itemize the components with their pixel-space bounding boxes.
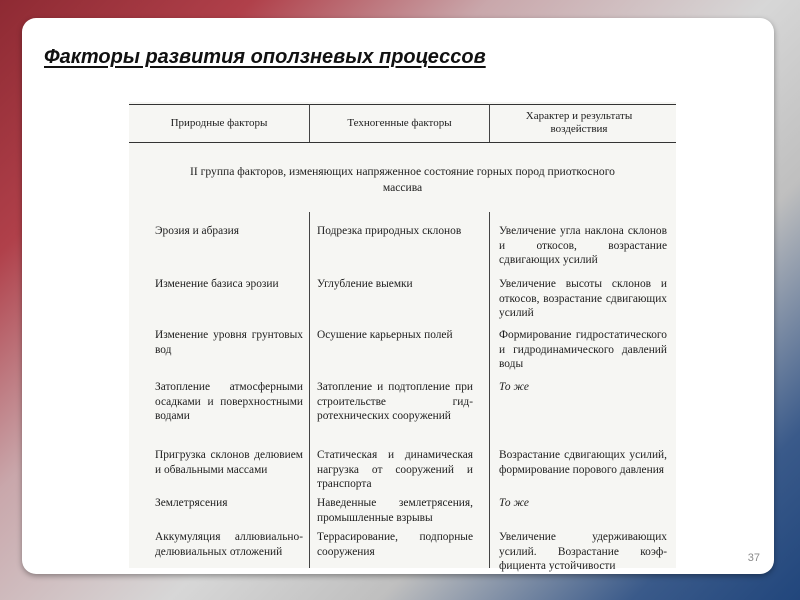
table-scan (129, 102, 676, 572)
cell-natural: Эрозия и абразия (155, 225, 239, 237)
column-divider-2 (489, 212, 490, 568)
slide (22, 18, 774, 574)
page-number: 37 (747, 552, 760, 564)
table-header-rule (129, 142, 676, 143)
cell-natural: Изменение базиса эрозии (155, 278, 279, 290)
cell-effect: Формирование гидростатического и гидродинамического давлений воды (499, 329, 667, 370)
slide-title: Факторы развития оползневых процессов (44, 46, 486, 68)
cell-technogenic: Статическая и динамическая нагрузка от сооружений и транспорта (317, 449, 473, 490)
column-divider-1 (309, 212, 310, 568)
cell-technogenic: Наведенные землетрясения, промышленные взрывы (317, 497, 473, 524)
header-natural: Природные факторы (170, 116, 268, 129)
cell-technogenic: Подрезка природных склонов (317, 225, 462, 237)
header-divider-2 (489, 104, 490, 142)
cell-technogenic: Затопление и подтопление при строительстве гидротехнических сооружений (317, 381, 473, 422)
cell-natural: Землетрясения (155, 497, 228, 509)
cell-natural: Затопление атмосферными осадками и поверхностными водами (155, 381, 303, 422)
group-title: II группа факторов, изменяющих напряженное состояние горных пород приоткосного массива (190, 165, 615, 194)
cell-effect: Увеличение высоты склонов и откосов, возрастание сдвигающих усилий (499, 278, 667, 319)
table-top-rule (129, 104, 676, 105)
cell-technogenic: Террасирование, подпорные сооружения (317, 531, 473, 558)
cell-natural: Аккумуляция аллювиально-делювиальных отложений (155, 531, 303, 558)
cell-effect: То же (499, 381, 529, 393)
cell-effect: Увеличение удерживающих усилий. Возрастание коэффициента устойчивости (499, 531, 667, 572)
cell-effect: Возрастание сдвигающих усилий, формирование порового давления (499, 449, 667, 476)
cell-effect: Увеличение угла наклона склонов и откосов, возрастание сдвигающих усилий (499, 225, 667, 266)
cell-effect: То же (499, 497, 529, 509)
header-technogenic: Техногенные факторы (347, 116, 452, 129)
header-effect: Характер и результаты воздействия (525, 110, 633, 135)
cell-technogenic: Осушение карьерных полей (317, 329, 453, 341)
cell-natural: Изменение уровня грунтовых вод (155, 329, 303, 356)
cell-natural: Пригрузка склонов делювием и обвальными массами (155, 449, 303, 476)
cell-technogenic: Углубление выемки (317, 278, 413, 290)
